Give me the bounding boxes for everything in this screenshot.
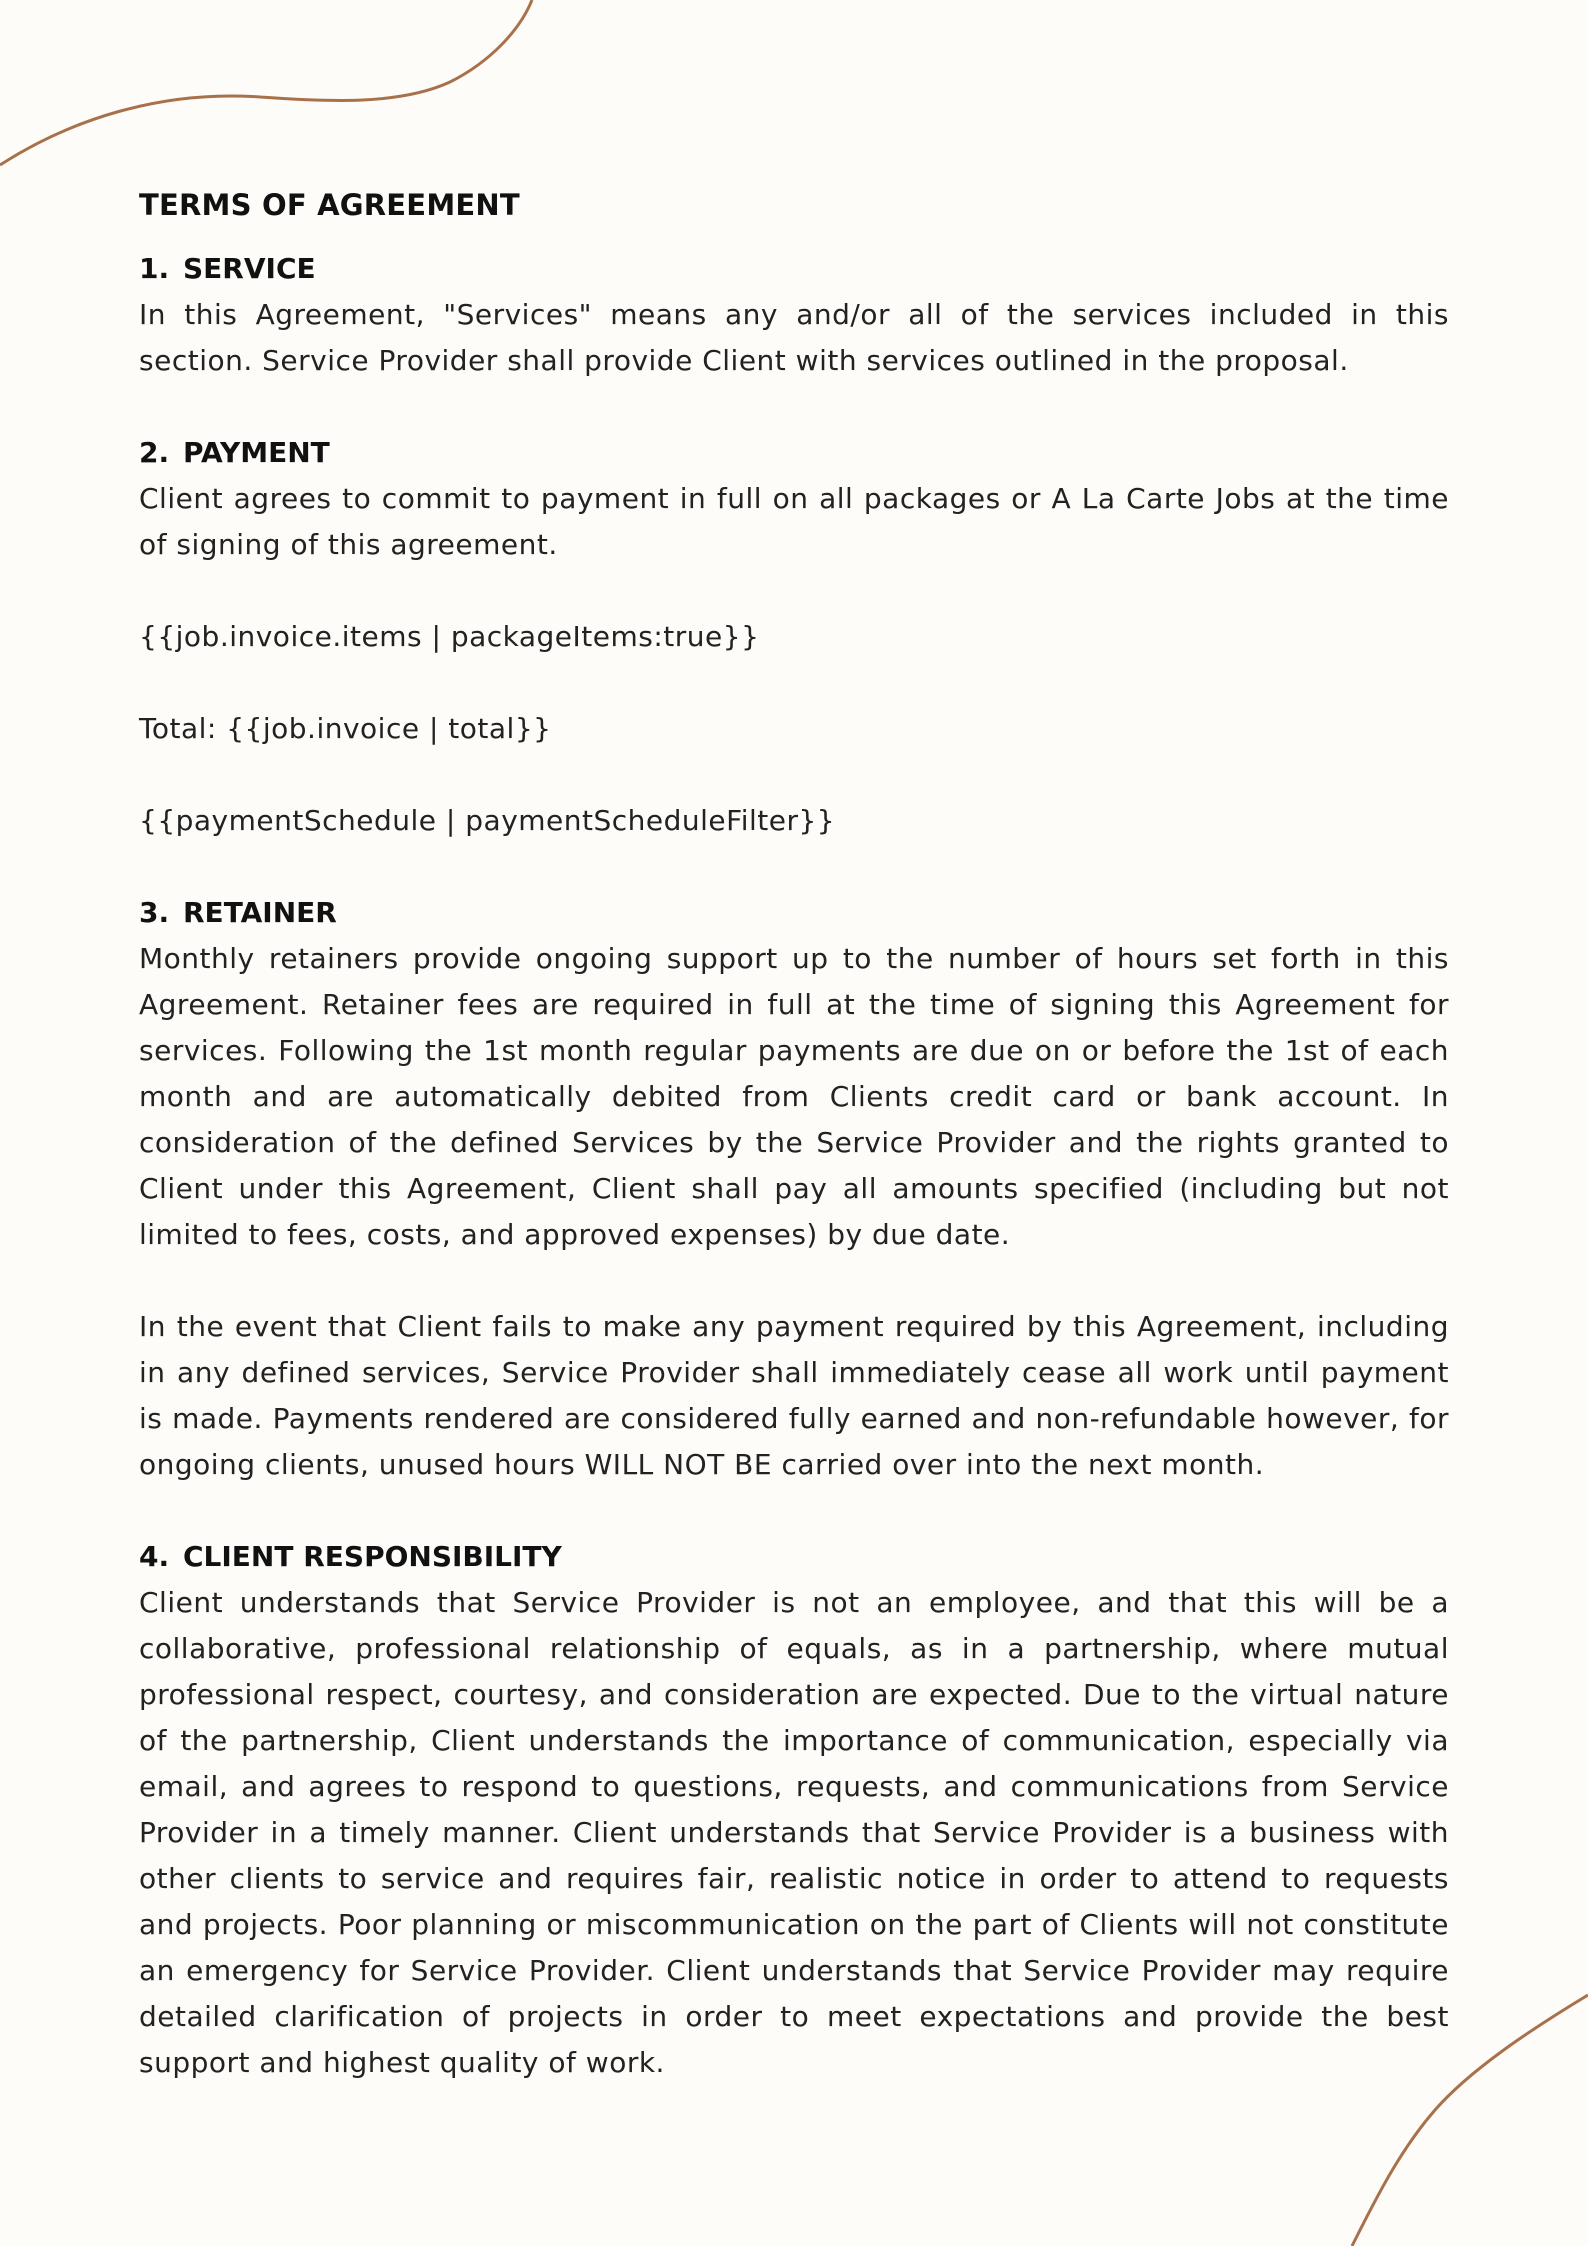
section-client-responsibility bbox=[139, 1534, 1449, 2086]
section-heading bbox=[139, 430, 1449, 476]
top-left-curve bbox=[0, 0, 532, 165]
paragraph: In the event that Client fails to make any payment required by this Agreement, including in any defined services, Service Provider shall immediately cease all work until payment is made. Payments rendered are considered fully earned and non-refundable however, for ongoing clients, unused hours WILL NOT BE carried over into the next month. bbox=[139, 1310, 1449, 1481]
invoice-total-placeholder: Total: {{job.invoice | total}} bbox=[139, 712, 552, 745]
section-number: 3. bbox=[139, 896, 170, 929]
paragraph: Client agrees to commit to payment in full on all packages or A La Carte Jobs at the time of signing of this agreement. bbox=[139, 482, 1449, 561]
section-retainer bbox=[139, 890, 1449, 1488]
invoice-items-placeholder: {{job.invoice.items | packageItems:true}} bbox=[139, 620, 760, 653]
section-title: RETAINER bbox=[183, 896, 337, 929]
section-number: 2. bbox=[139, 436, 170, 469]
section-title: SERVICE bbox=[183, 252, 316, 285]
section-service bbox=[139, 246, 1449, 384]
section-title: CLIENT RESPONSIBILITY bbox=[183, 1540, 562, 1573]
paragraph: Monthly retainers provide ongoing support up to the number of hours set forth in this Agreement. Retainer fees are required in full at the time of signing this Agreement for services. Following the 1st month regular payments are due on or before the 1st of each month and are automatically debited from Clients credit card or bank account. In consideration of the defined Services by the Service Provider and the rights granted to Client under this Agreement, Client shall pay all amounts specified (including but not limited to fees, costs, and approved expenses) by due date. bbox=[139, 942, 1449, 1251]
section-number: 4. bbox=[139, 1540, 170, 1573]
paragraph: In this Agreement, "Services" means any and/or all of the services included in this section. Service Provider shall provide Client with services outlined in the proposal. bbox=[139, 298, 1449, 377]
section-title: PAYMENT bbox=[183, 436, 330, 469]
section-payment bbox=[139, 430, 1449, 844]
document-title: TERMS OF AGREEMENT bbox=[139, 188, 520, 222]
section-number: 1. bbox=[139, 252, 170, 285]
paragraph: Client understands that Service Provider is not an employee, and that this will be a collaborative, professional relationship of equals, as in a partnership, where mutual professional respect, courtesy, and consideration are expected. Due to the virtual nature of the partnership, Client understands the importance of communication, especially via email, and agrees to respond to questions, requests, and communications from Service Provider in a timely manner. Client understands that Service Provider is a business with other clients to service and requires fair, realistic notice in order to attend to requests and projects. Poor planning or miscommunication on the part of Clients will not constitute an emergency for Service Provider. Client understands that Service Provider may require detailed clarification of projects in order to meet expectations and provide the best support and highest quality of work. bbox=[139, 1586, 1449, 2079]
section-heading bbox=[139, 1534, 1449, 1580]
section-heading bbox=[139, 890, 1449, 936]
payment-schedule-placeholder: {{paymentSchedule | paymentScheduleFilter}} bbox=[139, 804, 836, 837]
section-heading bbox=[139, 246, 1449, 292]
document-body bbox=[139, 182, 1449, 2132]
